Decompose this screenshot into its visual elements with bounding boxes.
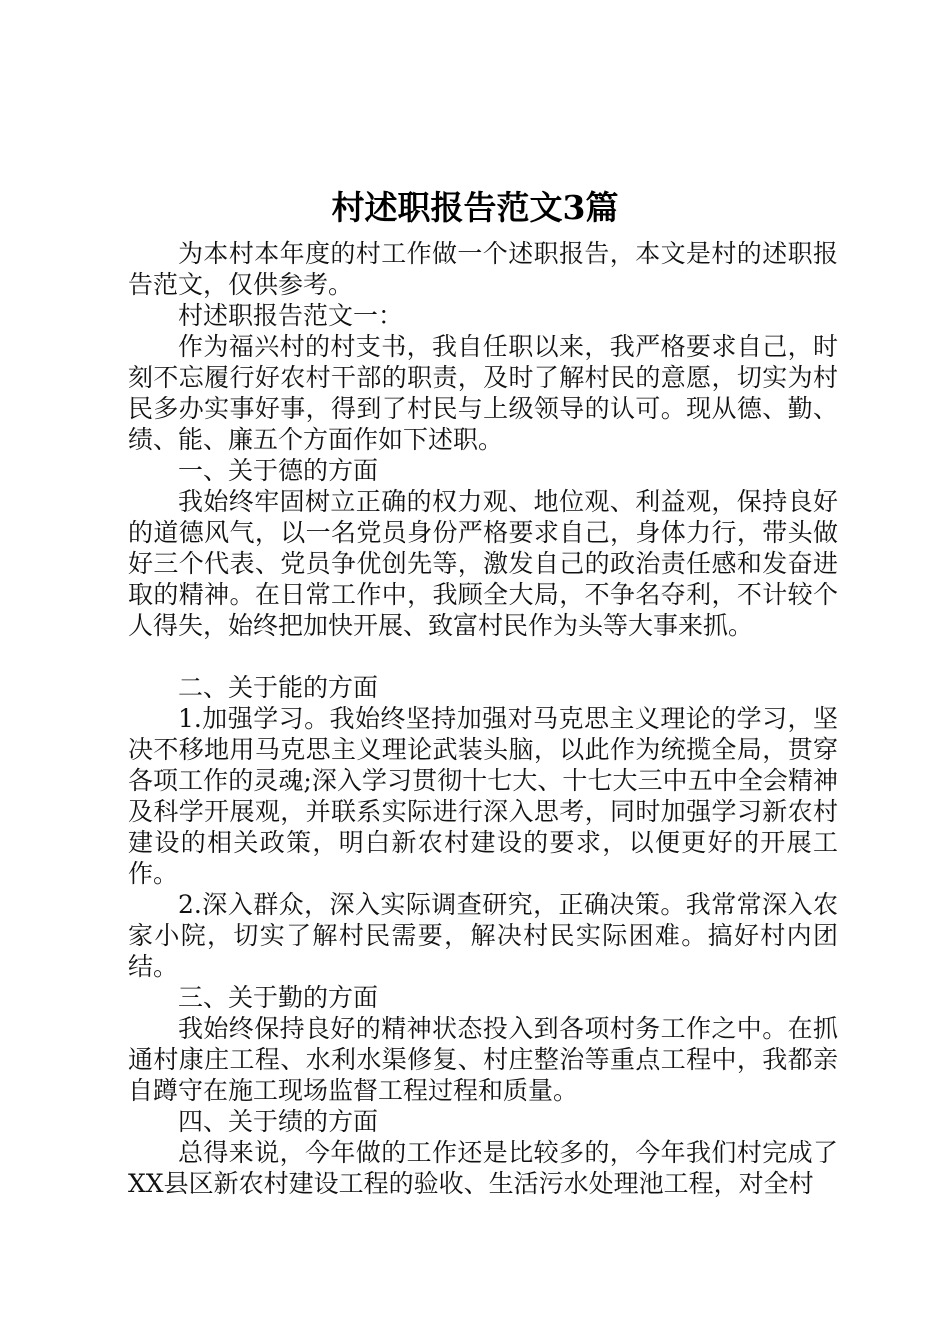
document-body	[128, 238, 838, 1199]
ability-item-2: 2.深入群众，深入实际调查研究，正确决策。我常常深入农家小院，切实了解村民需要，解决村民实际困难。搞好村内团结。	[128, 890, 838, 981]
section-heading-achievement: 四、关于绩的方面	[178, 1107, 379, 1136]
opening-paragraph: 作为福兴村的村支书，我自任职以来，我严格要求自己，时刻不忘履行好农村干部的职责，及时了解村民的意愿，切实为村民多办实事好事，得到了村民与上级领导的认可。现从德、勤、绩、能、廉五个方面作如下述职。	[128, 332, 838, 454]
section-heading-ability: 二、关于能的方面	[178, 673, 379, 702]
diligence-paragraph: 我始终保持良好的精神状态投入到各项村务工作之中。在抓通村康庄工程、水利水渠修复、村庄整治等重点工程中，我都亲自蹲守在施工现场监督工程过程和质量。	[128, 1014, 838, 1105]
section-heading-diligence: 三、关于勤的方面	[178, 983, 379, 1012]
intro-paragraph: 为本村本年度的村工作做一个述职报告，本文是村的述职报告范文，仅供参考。	[128, 239, 838, 299]
blank-line	[128, 641, 838, 672]
sample-one-heading: 村述职报告范文一：	[178, 301, 404, 330]
section-heading-virtue: 一、关于德的方面	[178, 456, 379, 485]
document-title: 村述职报告范文3篇	[331, 188, 619, 227]
ability-item-1: 1.加强学习。我始终坚持加强对马克思主义理论的学习，坚决不移地用马克思主义理论武装头脑，以此作为统揽全局，贯穿各项工作的灵魂;深入学习贯彻十七大、十七大三中五中全会精神及科学开展观，并联系实际进行深入思考，同时加强学习新农村建设的相关政策，明白新农村建设的要求，以便更好的开展工作。	[128, 704, 838, 888]
achievement-paragraph: 总得来说，今年做的工作还是比较多的，今年我们村完成了XX县区新农村建设工程的验收、生活污水处理池工程，对全村	[128, 1138, 838, 1198]
virtue-paragraph: 我始终牢固树立正确的权力观、地位观、利益观，保持良好的道德风气，以一名党员身份严格要求自己，身体力行，带头做好三个代表、党员争优创先等，激发自己的政治责任感和发奋进取的精神。在日常工作中，我顾全大局，不争名夺利，不计较个人得失，始终把加快开展、致富村民作为头等大事来抓。	[128, 487, 838, 640]
